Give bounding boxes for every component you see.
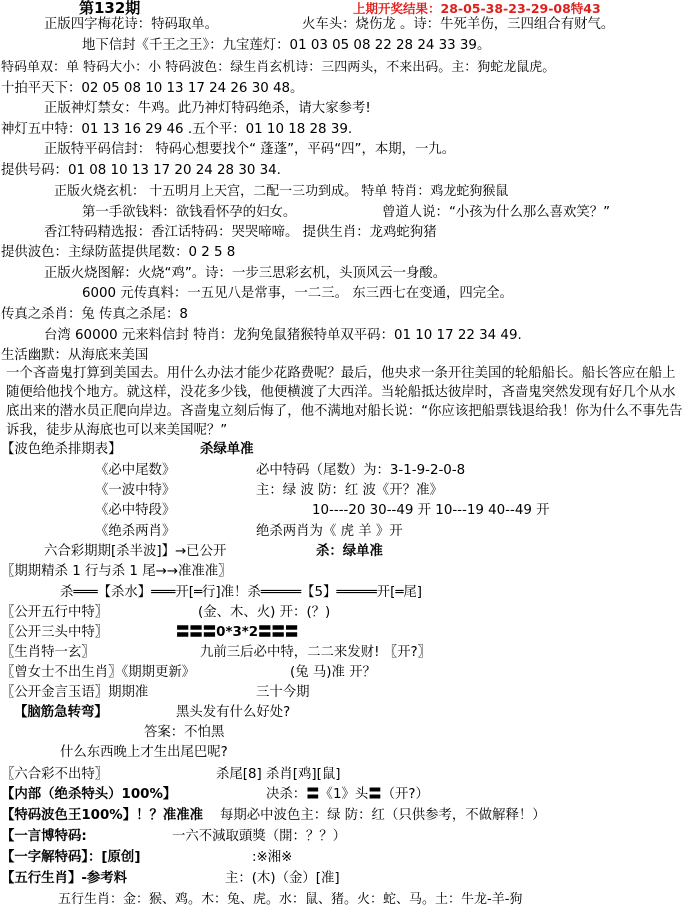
humor-title: 生活幽默：从海底来美国 [1, 348, 149, 363]
ten-shot-line: 十拍平天下：02 05 08 10 13 17 24 26 30 48。 [1, 81, 304, 96]
plum-poem-line: 正版四字梅花诗：特码取单。 [44, 17, 219, 32]
issue-number: 第132期 [79, 0, 141, 17]
kill-green-odd-2: 杀：绿单准 [316, 544, 383, 559]
color-king-value: 每期必中波色主：绿 防：红（只供参考，不做解释！） [220, 808, 546, 823]
fax-6000-line: 6000 元传真料：一五见八是常事，一二三。 东三西七在变通，四完全。 [82, 286, 513, 301]
must-segment-value: 10----20 30--49 开 10---19 40--49 开 [312, 503, 550, 518]
half-wave-line: 六合彩期期[杀半波]】→已公开 [44, 544, 227, 559]
five-zodiac-label: 【五行生肖】-参考料 [1, 871, 128, 886]
riddle-question: 什么东西晚上才生出尾巴呢? [60, 745, 228, 760]
zeng-says-line: 曾道人说：“小孩为什么那么喜欢笑？” [382, 205, 611, 220]
golden-words-label: 〖公开金言玉语〗期期准 [1, 685, 149, 700]
three-heads-value: 〓〓〓0*3*2〓〓〓 [176, 625, 299, 640]
five-elements-label: 〖公开五行中特〗 [1, 605, 109, 620]
one-word-bet-value: 一六不減取頭獎（開：？？） [172, 829, 347, 844]
underground-envelope-line: 地下信封《千王之王》：九宝莲灯：01 03 05 08 22 28 24 33 39。 [82, 38, 491, 53]
kill-green-odd: 杀绿单准 [200, 442, 254, 457]
last-draw-result: 上期开奖结果：28-05-38-23-29-08特43 [353, 1, 601, 16]
zodiac-mystery-value: 九前三后必中特，二二来发财! 〖开?〗 [200, 645, 431, 660]
magic-lamp-line: 正版神灯禁女：牛鸡。此乃神灯特码绝杀，请大家参考! [44, 101, 371, 116]
color-king-label: 【特码波色王100%】！？准准准 [1, 808, 204, 823]
kill-two-label: 《绝杀两肖》 [95, 524, 176, 539]
zodiac-mystery-label: 〖生肖特一玄〗 [1, 645, 95, 660]
three-heads-label: 〖公开三头中特〗 [1, 625, 109, 640]
must-tail-label: 《必中尾数》 [95, 463, 176, 478]
no-special-label: 〖六合彩不出特〗 [1, 767, 109, 782]
five-zodiac-list: 五行生肖：金：猴、鸡。木：兔、虎。水：鼠、猪。火：蛇、马。土：牛龙-羊-狗 [58, 892, 523, 907]
internal-kill-value: 决杀：〓《1》头〓（开?） [266, 787, 429, 802]
golden-words-value: 三十今期 [256, 685, 310, 700]
fire-diagram-line: 正版火烧图解：火烧“鸡”。诗：一步三思彩玄机，头顶风云一身酸。 [44, 266, 447, 281]
color-kill-schedule-heading: 【波色绝杀排期表】 [1, 442, 122, 457]
train-head-line: 火车头：烧伤龙 。诗：牛死羊伤，三四组合有财气。 [302, 17, 615, 32]
five-elements-value: (金、木、火) 开：(？) [198, 605, 331, 620]
taiwan-envelope-line: 台湾 60000 元来料信封 特肖：龙狗兔鼠猪猴特单双平码：01 10 17 22 34 49. [44, 328, 522, 343]
must-segment-label: 《必中特段》 [95, 503, 176, 518]
brain-teaser-answer: 答案：不怕黑 [144, 725, 225, 740]
fax-kill-line: 传真之杀肖：兔 传真之杀尾：8 [1, 307, 188, 322]
flat-code-envelope-line: 正版特平码信封： 特码心想要找个“ 蓬蓬”，平码“四”，本期，一九。 [44, 142, 456, 157]
humor-story: 一个吝啬鬼打算到美国去。用什么办法才能少花路费呢？最后，他央求一条开往美国的轮船船长。船长答应在船上随便给他找个地方。就这样，没花多少钱，他便横渡了大西洋。当轮船抵达彼岸时，吝啬鬼突然发现有好几个从水底出来的潜水员正爬向岸边。吝啬鬼立刻后悔了，他不满地对船长说：“你应该把船票钱退给我！你为什么不事先告诉我，徒步从海底也可以来美国呢？” [6, 366, 683, 438]
ms-zeng-label: 〖曾女士不出生肖〗《期期更新》 [1, 665, 196, 680]
period-kill-line: 〖期期精杀 1 行与杀 1 尾→→准准准〗 [1, 564, 232, 579]
one-wave-value: 主：绿 波 防：红 波《开？准》 [256, 483, 443, 498]
one-wave-label: 《一波中特》 [95, 483, 176, 498]
no-special-value: 杀尾[8] 杀肖[鸡][鼠] [216, 767, 341, 782]
kill-water-line: 杀═══【杀水】═══开[═行]准！杀═════【5】═════开[═尾] [60, 585, 422, 600]
one-char-label: 【一字解特码】：[原创] [1, 850, 141, 865]
first-hand-line: 第一手欲钱料：欲钱看怀孕的妇女。 [82, 205, 297, 220]
odd-even-line: 特码单双：单 特码大小：小 特码波色：绿生肖玄机诗：三四两头，不来出码。主：狗蛇龙鼠虎。 [1, 60, 556, 75]
provided-numbers-line: 提供号码：01 08 10 13 17 20 24 28 30 34. [1, 163, 281, 178]
ms-zeng-value: (兔 马)准 开？ [290, 665, 376, 680]
internal-kill-label: 【内部（绝杀特头）100%】 [1, 787, 177, 802]
one-char-value: :※湘※ [252, 850, 293, 865]
lamp-five-line: 神灯五中特：01 13 16 29 46 .五个平：01 10 18 28 39. [1, 122, 353, 137]
fire-mystery-line: 正版火烧玄机： 十五明月上天宫，二配一三功到成。 特单 特肖：鸡龙蛇狗猴鼠 [54, 184, 509, 199]
must-tail-value: 必中特码（尾数）为：3-1-9-2-0-8 [256, 463, 466, 478]
hongkong-pick-line: 香江特码精选报：香江话特码：哭哭啼啼。 提供生肖：龙鸡蛇狗猪 [44, 225, 437, 240]
provided-color-line: 提供波色：主绿防蓝提供尾数：0 2 5 8 [1, 245, 236, 260]
five-zodiac-main: 主：(木)（金）[准] [225, 871, 340, 886]
one-word-bet-label: 【一言博特码: [1, 829, 87, 844]
brain-teaser-question: 黑头发有什么好处? [176, 705, 291, 720]
brain-teaser-heading: 【脑筋急转弯】 [14, 705, 108, 720]
kill-two-value: 绝杀两肖为《 虎 羊 》开 [256, 524, 403, 539]
